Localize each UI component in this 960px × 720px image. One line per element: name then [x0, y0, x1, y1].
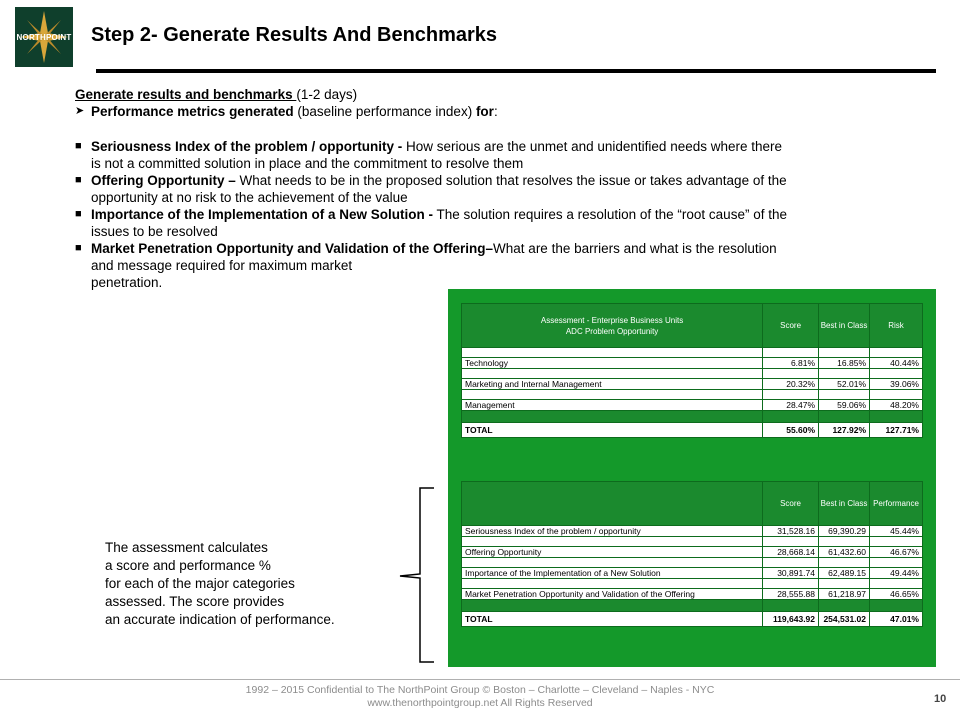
bullet-bold: Offering Opportunity – [91, 173, 236, 188]
intro-line [75, 86, 925, 103]
bullet-text: What needs to be in the proposed solution that resolves the issue or takes advantage of the [235, 173, 787, 188]
metrics-colon: : [493, 104, 498, 119]
bullet-text: What are the barriers and what is the resolution [493, 241, 777, 256]
bullet-item [75, 172, 925, 206]
footer-rule [0, 679, 960, 680]
note-line: for each of the major categories [105, 576, 295, 591]
col-performance: Performance [870, 482, 923, 526]
col-score: Score [763, 304, 819, 348]
square-bullet-icon: ■ [75, 242, 82, 254]
footer [180, 684, 780, 710]
table-row: Management 28.47% 59.06% 48.20% [462, 400, 923, 411]
bullet-cont2: penetration. [91, 275, 163, 290]
logo-text: NORTHPOINT [16, 33, 72, 42]
total-row: TOTAL 55.60% 127.92% 127.71% [462, 423, 923, 438]
table-row: Marketing and Internal Management 20.32% 52.01% 39.06% [462, 379, 923, 390]
col-best: Best in Class [819, 482, 870, 526]
bullet-cont: is not a committed solution in place and the commitment to resolve them [91, 156, 524, 171]
body-text [75, 86, 925, 291]
intro-duration: (1-2 days) [296, 87, 358, 102]
arrow-bullet-icon: ➤ [75, 105, 85, 117]
note-line: The assessment calculates [105, 540, 268, 555]
footer-line-1: 1992 – 2015 Confidential to The NorthPoint Group © Boston – Charlotte – Cleveland – Naples - NYC [245, 684, 715, 696]
bullet-item [75, 240, 925, 291]
page-title: Step 2- Generate Results And Benchmarks [91, 24, 498, 46]
page-number: 10 [934, 693, 947, 705]
bullet-cont: and message required for maximum market [91, 258, 353, 273]
table-row: Importance of the Implementation of a New Solution 30,891.74 62,489.15 49.44% [462, 568, 923, 579]
table-row: Technology 6.81% 16.85% 40.44% [462, 358, 923, 369]
bullet-bold: Seriousness Index of the problem / opportunity - [91, 139, 403, 154]
metrics-line [75, 103, 925, 120]
metrics-for: for [475, 104, 494, 119]
square-bullet-icon: ■ [75, 140, 82, 152]
assessment-note [105, 539, 335, 629]
total-row: TOTAL 119,643.92 254,531.02 47.01% [462, 612, 923, 627]
assessment-tables [448, 289, 936, 667]
bullet-cont: issues to be resolved [91, 224, 218, 239]
metrics-bold: Performance metrics generated [91, 104, 294, 119]
metrics-plain: (baseline performance index) [293, 104, 476, 119]
square-bullet-icon: ■ [75, 174, 82, 186]
col-risk: Risk [870, 304, 923, 348]
table-header [462, 482, 763, 526]
col-score: Score [763, 482, 819, 526]
bullet-text: How serious are the unmet and unidentified needs where there [402, 139, 783, 154]
square-bullet-icon: ■ [75, 208, 82, 220]
note-line: a score and performance % [105, 558, 271, 573]
table-row: Seriousness Index of the problem / opportunity 31,528.16 69,390.29 45.44% [462, 526, 923, 537]
bullet-item [75, 138, 925, 172]
assessment-table-performance [461, 481, 923, 627]
note-line: an accurate indication of performance. [105, 612, 335, 627]
bullet-cont: opportunity at no risk to the achievement of the value [91, 190, 408, 205]
table-header: Assessment - Enterprise Business Units ADC Problem Opportunity [462, 304, 763, 348]
intro-heading: Generate results and benchmarks [75, 87, 297, 102]
note-line: assessed. The score provides [105, 594, 285, 609]
table-row: Offering Opportunity 28,668.14 61,432.60 46.67% [462, 547, 923, 558]
northpoint-logo [15, 7, 73, 67]
table-row: Market Penetration Opportunity and Validation of the Offering 28,555.88 61,218.97 46.65% [462, 589, 923, 600]
bullet-item [75, 206, 925, 240]
bullet-bold: Market Penetration Opportunity and Validation of the Offering– [91, 241, 494, 256]
assessment-table-risk [461, 303, 923, 438]
col-best: Best in Class [819, 304, 870, 348]
bullet-bold: Importance of the Implementation of a New Solution - [91, 207, 434, 222]
bullet-text: The solution requires a resolution of the “root cause” of the [433, 207, 787, 222]
title-rule [96, 69, 936, 73]
brace-icon [396, 486, 436, 664]
footer-line-2: www.thenorthpointgroup.net All Rights Reserved [367, 697, 593, 709]
